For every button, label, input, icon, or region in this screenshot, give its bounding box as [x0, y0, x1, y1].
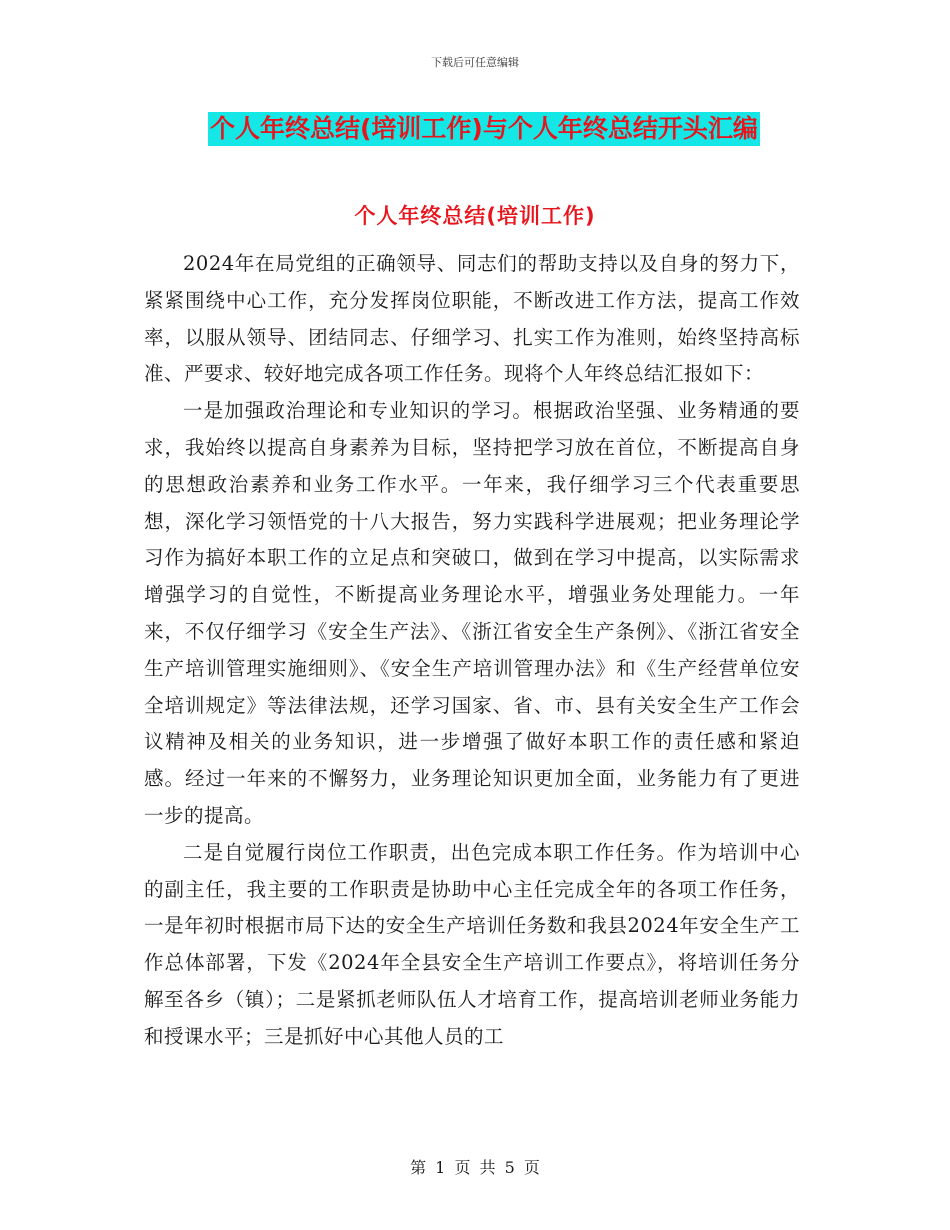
header-note: 下载后可任意编辑 [431, 56, 519, 69]
paragraph: 一是加强政治理论和专业知识的学习。根据政治坚强、业务精通的要求，我始终以提高自身素养为目标，坚持把学习放在首位，不断提高自身的思想政治素养和业务工作水平。一年来，我仔细学习三个代表重要思想，深化学习领悟党的十八大报告，努力实践科学进展观；把业务理论学习作为搞好本职工作的立足点和突破口，做到在学习中提高，以实际需求增强学习的自觉性，不断提高业务理论水平，增强业务处理能力。一年来，不仅仔细学习《安全生产法》、《浙江省安全生产条例》、《浙江省安全生产培训管理实施细则》、《安全生产培训管理办法》和《生产经营单位安全培训规定》等法律法规，还学习国家、省、市、县有关安全生产工作会议精神及相关的业务知识，进一步增强了做好本职工作的责任感和紧迫感。经过一年来的不懈努力，业务理论知识更加全面，业务能力有了更进一步的提高。 [144, 399, 800, 827]
paragraph: 2024年在局党组的正确领导、同志们的帮助支持以及自身的努力下，紧紧围绕中心工作，充分发挥岗位职能，不断改进工作方法，提高工作效率，以服从领导、团结同志、仔细学习、扎实工作为准则，始终坚持高标准、严要求、较好地完成各项工作任务。现将个人年终总结汇报如下： [144, 252, 800, 386]
page-number: 第 1 页 共 5 页 [410, 1158, 540, 1177]
section-title: 个人年终总结(培训工作) [354, 204, 596, 228]
document-title: 个人年终总结(培训工作)与个人年终总结开头汇编 [208, 112, 760, 146]
paragraph: 二是自觉履行岗位工作职责，出色完成本职工作任务。作为培训中心的副主任，我主要的工作职责是协助中心主任完成全年的各项工作任务，一是年初时根据市局下达的安全生产培训任务数和我县2024年安全生产工作总体部署，下发《2024年全县安全生产培训工作要点》，将培训任务分解至各乡（镇）；二是紧抓老师队伍人才培育工作，提高培训老师业务能力和授课水平；三是抓好中心其他人员的工 [144, 840, 800, 1048]
document-body [144, 246, 800, 1056]
